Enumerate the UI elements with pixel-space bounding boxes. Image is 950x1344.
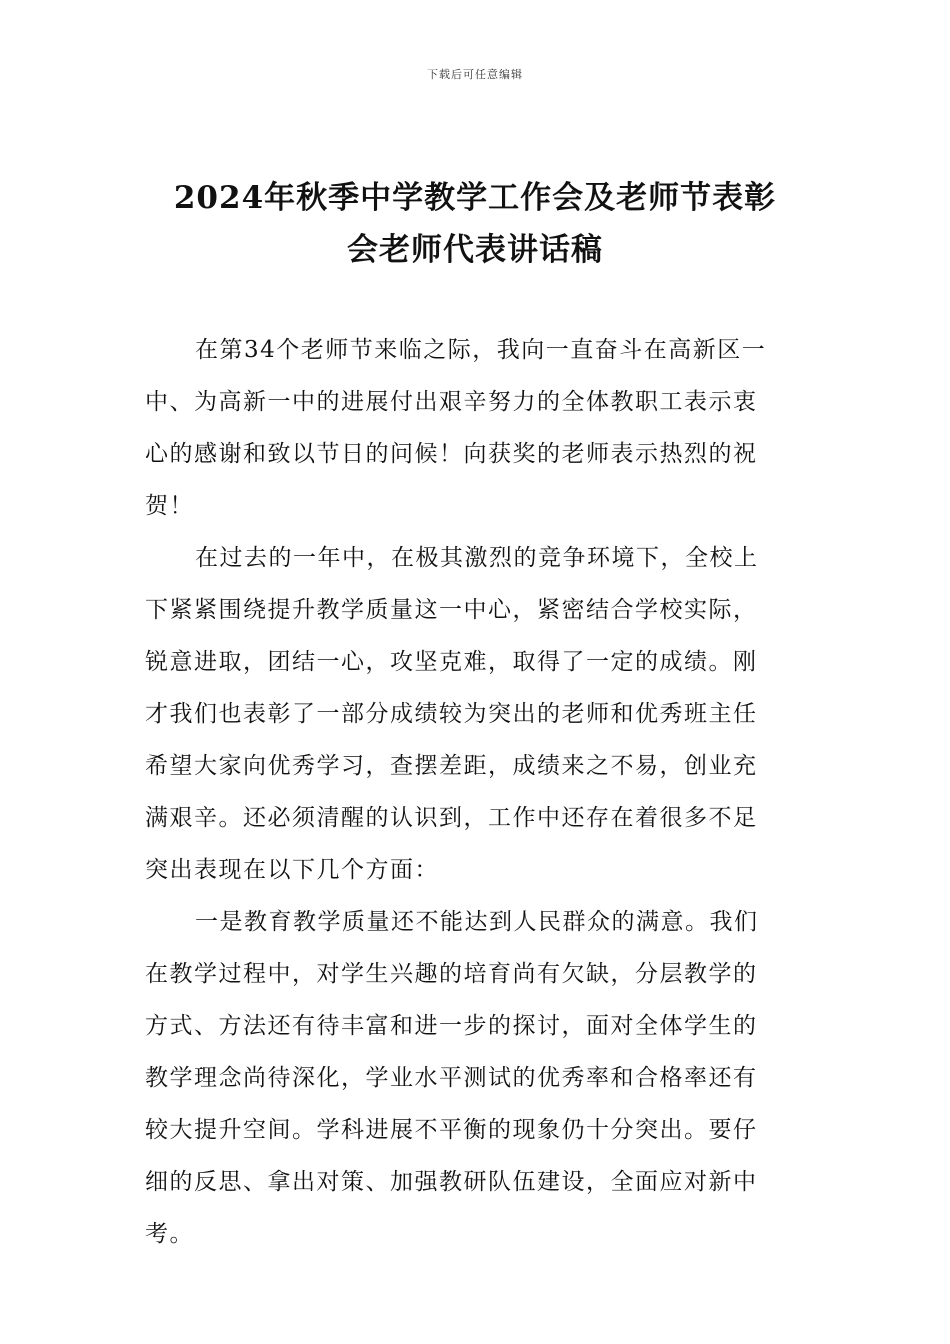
paragraph-line: 才我们也表彰了一部分成绩较为突出的老师和优秀班主任: [145, 701, 758, 727]
header-note: 下载后可任意编辑: [427, 68, 523, 81]
document-body: [145, 324, 809, 1260]
paragraph-line: 方式、方法还有待丰富和进一步的探讨，面对全体学生的: [145, 1013, 758, 1039]
paragraph-line: 满艰辛。还必须清醒的认识到，工作中还存在着很多不足: [145, 805, 758, 831]
paragraph-3: [145, 896, 809, 1260]
paragraph-line: 贺！: [145, 493, 194, 519]
paragraph-1: [145, 324, 809, 532]
paragraph-line: 一是教育教学质量还不能达到人民群众的满意。我们: [195, 909, 759, 935]
paragraph-line: 在教学过程中，对学生兴趣的培育尚有欠缺，分层教学的: [145, 961, 758, 987]
paragraph-line: 在过去的一年中，在极其激烈的竞争环境下，全校上: [195, 545, 759, 571]
paragraph-line: 中、为高新一中的进展付出艰辛努力的全体教职工表示衷: [145, 389, 758, 415]
paragraph-line: 细的反思、拿出对策、加强教研队伍建设，全面应对新中: [145, 1169, 758, 1195]
paragraph-line: 在第34个老师节来临之际，我向一直奋斗在高新区一: [195, 337, 767, 363]
paragraph-line: 下紧紧围绕提升教学质量这一中心，紧密结合学校实际，: [145, 597, 758, 623]
paragraph-line: 锐意进取，团结一心，攻坚克难，取得了一定的成绩。刚: [145, 649, 758, 675]
paragraph-line: 教学理念尚待深化，学业水平测试的优秀率和合格率还有: [145, 1065, 758, 1091]
title-line-2: 会老师代表讲话稿: [347, 232, 603, 268]
document-title: [140, 172, 810, 276]
paragraph-line: 心的感谢和致以节日的问候！向获奖的老师表示热烈的祝: [145, 441, 758, 467]
paragraph-line: 突出表现在以下几个方面：: [145, 857, 439, 883]
paragraph-line: 希望大家向优秀学习，查摆差距，成绩来之不易，创业充: [145, 753, 758, 779]
title-line-1: 2024年秋季中学教学工作会及老师节表彰: [173, 180, 777, 216]
paragraph-line: 考。: [145, 1221, 194, 1247]
paragraph-line: 较大提升空间。学科进展不平衡的现象仍十分突出。要仔: [145, 1117, 758, 1143]
paragraph-2: [145, 532, 809, 896]
